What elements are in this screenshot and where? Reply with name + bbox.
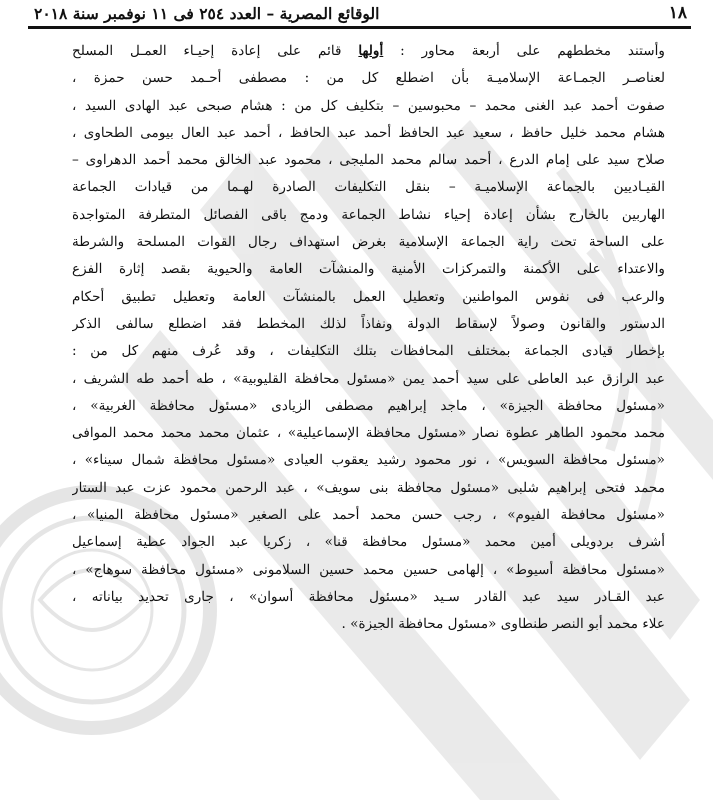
text-line [72,38,665,65]
text-line: القيـاديين بالجماعة الإسلاميـة – بنقل التكليفات الصادرة لهـما من قيادات الجماعة [72,179,665,196]
text-line: «مسئول محافظة الجيزة» ، ماجد إبراهيم مصطفى الزيادى «مسئول محافظة الغربية» ، [72,397,665,414]
running-title: الوقائع المصرية – العدد ٢٥٤ فى ١١ نوفمبر سنة ٢٠١٨ [34,3,380,23]
text-line: لعناصـر الجمـاعة الإسلاميـة بأن اضطلع كل من : مصطفى أحـمد حسن حمزة ، [72,70,665,87]
text-span: قائم على إعادة إحيـاء العمـل المسلح [72,43,359,59]
text-line: والرعب فى نفوس المواطنين وتعطيل العمل بالمنشآت العامة وتعطيل تطبيق أحكام [72,288,665,305]
text-line: صلاح سيد على إمام الدرع ، أحمد سالم محمد المليجى ، محمود عبد الخالق محمد أحمد الدهراوى – [72,152,665,169]
text-line: علاء محمد أبو النصر طنطاوى «مسئول محافظة الجيزة» . [341,616,665,633]
text-line: «مسئول محافظة السويس» ، نور محمود رشيد يعقوب العيادى «مسئول محافظة شمال سيناء» ، [72,452,665,469]
text-line: هشام محمد خليل حافظ ، سعيد عبد الحافظ أحمد عبد الحافظ ، أحمد عبد العال بيومى الطحاوى ، [72,124,665,141]
text-line: محمد فتحى إبراهيم شلبى «مسئول محافظة بنى سويف» ، عبد الرحمن محمود عزت عبد الستار [72,479,665,496]
text-line: والاعتداء على الأكمنة والتمركزات الأمنية والمنشآت العامة والحيوية بقصد إثارة الفزع [72,261,665,278]
text-line: الدستور والقانون وصولاً لإسقاط الدولة ونفاذاً لذلك المخطط فقد اضطلع سالفى الذكر [72,315,665,332]
text-line: على الساحة تحت راية الجماعة الإسلامية بغرض استهداف رجال القوات المسلحة والشرطة [72,234,665,251]
text-line: عبد القـادر سيد عبد القادر سـيد «مسئول محافظة أسوان» ، جارى تحديد بياناته ، [72,588,665,605]
text-line: أشرف بردويلى أمين محمد «مسئول محافظة قنا» ، زكريا عبد الجواد عطية إسماعيل [72,534,665,551]
text-line: الهاربين بالخارج بشأن إعادة إحياء نشاط الجماعة ودمج باقى الفصائل المتطرفة المتواجدة [72,206,665,223]
text-span: وأستند مخططهم على أربعة محاور : [383,43,665,59]
text-line: بإخطار قيادى الجماعة بمختلف المحافظات بتلك التكليفات ، وقد عُرف منهم كل من : [72,343,665,360]
page-number: ١٨ [668,3,687,23]
body-text [72,38,665,639]
emphasis-first: أولها [358,43,384,59]
text-line: «مسئول محافظة الفيوم» ، رجب حسن محمد أحمد على الصغير «مسئول محافظة المنيا» ، [72,507,665,524]
text-line: «مسئول محافظة أسيوط» ، إلهامى حسين محمد حسين السلامونى «مسئول محافظة سوهاج» ، [72,561,665,578]
page-header [28,0,691,29]
text-line: صفوت أحمد عبد الغنى محمد – محبوسين – بتكليف كل من : هشام صبحى عبد الهادى السيد ، [72,97,665,114]
text-line: محمد محمود الطاهر عطوة نصار «مسئول محافظة الإسماعيلية» ، عثمان محمد محمد محمد الموافى [72,425,665,442]
text-line: عبد الرازق عبد العاطى على سيد أحمد يمن «مسئول محافظة القليوبية» ، طه أحمد طه الشريف ، [72,370,665,387]
